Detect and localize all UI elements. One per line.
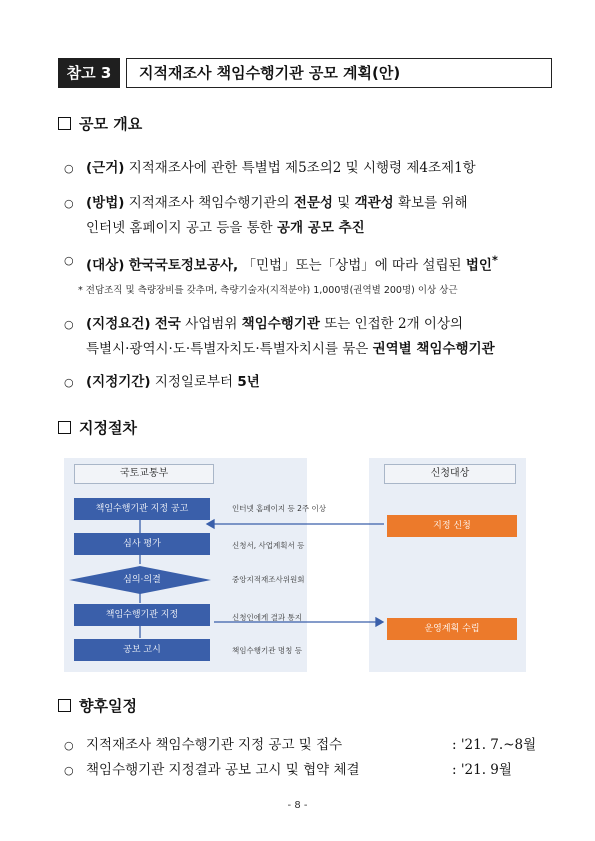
arrow-head-icon [376, 618, 383, 626]
step-label: 인터넷 홈페이지 등 2주 이상 [232, 504, 327, 513]
apply-box: 지정 신청 [387, 515, 517, 537]
circle-bullet-icon: ○ [64, 197, 74, 210]
step-evaluation: 심사 평가 [74, 533, 210, 555]
step-label: 책임수행기관 명칭 등 [232, 646, 302, 655]
circle-bullet-icon: ○ [64, 254, 74, 267]
document-title: 지적재조사 책임수행기관 공모 계획(안) [126, 58, 552, 88]
list-item: ○ (방법) 지적재조사 책임수행기관의 전문성 및 객관성 확보를 위해 인터넷 홈페이지 공고 등을 통한 공개 공모 추진 [86, 191, 546, 241]
page-number: - 8 - [287, 800, 308, 811]
section-heading-overview: 공모 개요 [58, 113, 142, 134]
section-heading-procedure: 지정절차 [58, 417, 137, 438]
list-item: ○ 책임수행기관 지정결과 공보 고시 및 협약 체결 [86, 758, 506, 783]
reference-label: 참고 3 [58, 58, 120, 88]
circle-bullet-icon: ○ [64, 764, 74, 777]
list-item: ○ (지정기간) 지정일로부터 5년 [86, 370, 546, 395]
schedule-date: : '21. 7.~8월 [452, 737, 537, 753]
list-item: ○ (대상) 한국국토정보공사, 「민법」또는「상법」에 따라 설립된 법인* [86, 248, 556, 279]
applicant-header: 신청대상 [384, 464, 516, 484]
operation-plan-box: 운영계획 수립 [387, 618, 517, 640]
checkbox-square-icon [58, 421, 71, 434]
step-designation: 책임수행기관 지정 [74, 604, 210, 626]
step-label: 중앙지적재조사위원회 [232, 575, 305, 584]
list-item: ○ 지적재조사 책임수행기관 지정 공고 및 접수 [86, 733, 506, 758]
step-notice: 공보 고시 [74, 639, 210, 661]
step-deliberation: 심의·의결 [123, 575, 161, 585]
list-item: ○ (근거) 지적재조사에 관한 특별법 제5조의2 및 시행령 제4조제1항 [86, 156, 546, 181]
circle-bullet-icon: ○ [64, 162, 74, 175]
checkbox-square-icon [58, 117, 71, 130]
section-heading-schedule: 향후일정 [58, 695, 137, 716]
circle-bullet-icon: ○ [64, 376, 74, 389]
ministry-header: 국토교통부 [74, 464, 214, 484]
checkbox-square-icon [58, 699, 71, 712]
arrow-head-icon [207, 520, 214, 528]
list-item: ○ (지정요건) 전국 사업범위 책임수행기관 또는 인접한 2개 이상의 특별시·광역시·도·특별자치도·특별자치시를 묶은 권역별 책임수행기관 [86, 312, 556, 362]
footnote: * 전담조직 및 측량장비를 갖추며, 측량기술자(지적분야) 1,000명(권역별 200명) 이상 상근 [78, 285, 458, 296]
step-label: 신청서, 사업계획서 등 [232, 541, 305, 550]
schedule-date: : '21. 9월 [452, 762, 512, 778]
step-label: 신청인에게 결과 통지 [232, 613, 302, 622]
circle-bullet-icon: ○ [64, 318, 74, 331]
circle-bullet-icon: ○ [64, 739, 74, 752]
step-announcement: 책임수행기관 지정 공고 [74, 498, 210, 520]
